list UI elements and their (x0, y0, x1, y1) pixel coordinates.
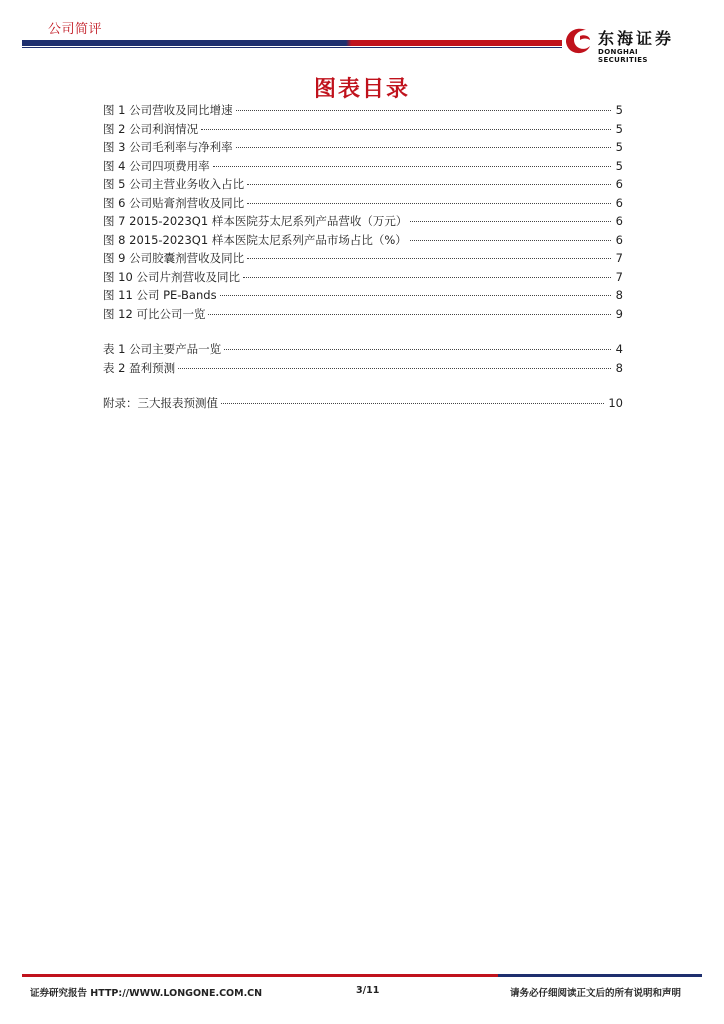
toc-entry-label: 图 3 公司毛利率与净利率 (103, 140, 233, 154)
toc-entry[interactable] (103, 102, 623, 121)
toc-leader-dots (236, 110, 611, 111)
toc-leader-dots (221, 403, 604, 404)
toc-leader-dots (247, 203, 611, 204)
table-of-contents (103, 102, 623, 414)
company-logo (560, 22, 690, 62)
footer-divider (22, 974, 702, 977)
appendix-list (103, 395, 623, 414)
toc-entry[interactable] (103, 287, 623, 306)
table-list (103, 341, 623, 378)
toc-entry-page: 5 (615, 158, 623, 173)
toc-entry-page: 6 (615, 214, 623, 228)
toc-entry-label: 表 1 公司主要产品一览 (103, 342, 222, 356)
header-divider (22, 40, 562, 46)
toc-entry[interactable] (103, 341, 623, 360)
toc-entry[interactable] (103, 395, 623, 414)
toc-entry[interactable] (103, 306, 623, 325)
toc-entry[interactable] (103, 269, 623, 288)
toc-entry-page: 5 (615, 121, 623, 136)
figure-list (103, 102, 623, 324)
toc-entry[interactable] (103, 121, 623, 140)
toc-leader-dots (201, 129, 611, 130)
toc-entry-page: 5 (615, 140, 623, 154)
toc-entry-page: 8 (615, 360, 623, 375)
toc-leader-dots (410, 221, 611, 222)
toc-entry-page: 6 (615, 177, 623, 191)
toc-entry-label: 图 7 2015-2023Q1 样本医院芬太尼系列产品营收（万元） (103, 214, 408, 228)
logo-emblem-icon (560, 22, 596, 58)
toc-entry[interactable] (103, 360, 623, 379)
toc-entry-page: 9 (615, 306, 623, 321)
toc-leader-dots (220, 295, 611, 296)
page-number: 3/11 (356, 985, 380, 996)
toc-leader-dots (410, 240, 611, 241)
toc-leader-dots (178, 368, 611, 369)
toc-entry[interactable] (103, 176, 623, 195)
toc-leader-dots (247, 258, 611, 259)
footer-disclaimer: 请务必仔细阅读正文后的所有说明和声明 (510, 988, 682, 999)
toc-entry[interactable] (103, 139, 623, 158)
toc-entry[interactable] (103, 232, 623, 251)
toc-entry-page: 10 (608, 396, 623, 410)
page-title: 图表目录 (313, 77, 410, 102)
logo-chinese-text: 东海证券 (598, 29, 675, 48)
toc-entry-label: 图 2 公司利润情况 (103, 121, 199, 136)
toc-entry-page: 4 (615, 342, 623, 356)
toc-leader-dots (208, 314, 611, 315)
toc-entry[interactable] (103, 250, 623, 269)
toc-leader-dots (213, 166, 611, 167)
toc-entry-page: 7 (615, 251, 623, 265)
toc-leader-dots (236, 147, 611, 148)
toc-entry[interactable] (103, 158, 623, 177)
toc-entry-label: 图 6 公司贴膏剂营收及同比 (103, 195, 245, 210)
toc-entry-label: 图 11 公司 PE-Bands (103, 288, 217, 302)
toc-entry-label: 图 5 公司主营业务收入占比 (103, 177, 245, 191)
footer-website: 证券研究报告 HTTP://WWW.LONGONE.COM.CN (30, 988, 263, 999)
toc-entry-label: 表 2 盈利预测 (103, 360, 176, 375)
toc-leader-dots (224, 349, 611, 350)
toc-entry-label: 图 12 可比公司一览 (103, 306, 206, 321)
toc-entry-page: 6 (615, 195, 623, 210)
toc-entry[interactable] (103, 213, 623, 232)
toc-leader-dots (247, 184, 611, 185)
toc-entry-label: 图 4 公司四项费用率 (103, 158, 210, 173)
toc-entry-page: 8 (615, 288, 623, 302)
toc-entry-label: 附录：三大报表预测值 (103, 396, 218, 410)
toc-entry-page: 5 (615, 103, 623, 117)
toc-leader-dots (243, 277, 611, 278)
toc-entry[interactable] (103, 195, 623, 214)
toc-entry-page: 6 (615, 232, 623, 247)
header-divider-thin (22, 47, 562, 48)
toc-entry-label: 图 9 公司胶囊剂营收及同比 (103, 251, 245, 265)
toc-entry-label: 图 1 公司营收及同比增速 (103, 103, 233, 117)
toc-entry-page: 7 (615, 269, 623, 284)
report-type-tag: 公司简评 (48, 22, 103, 37)
logo-english-text: DONGHAI SECURITIES (598, 48, 648, 64)
toc-entry-label: 图 10 公司片剂营收及同比 (103, 269, 240, 284)
toc-entry-label: 图 8 2015-2023Q1 样本医院太尼系列产品市场占比（%） (103, 232, 407, 247)
